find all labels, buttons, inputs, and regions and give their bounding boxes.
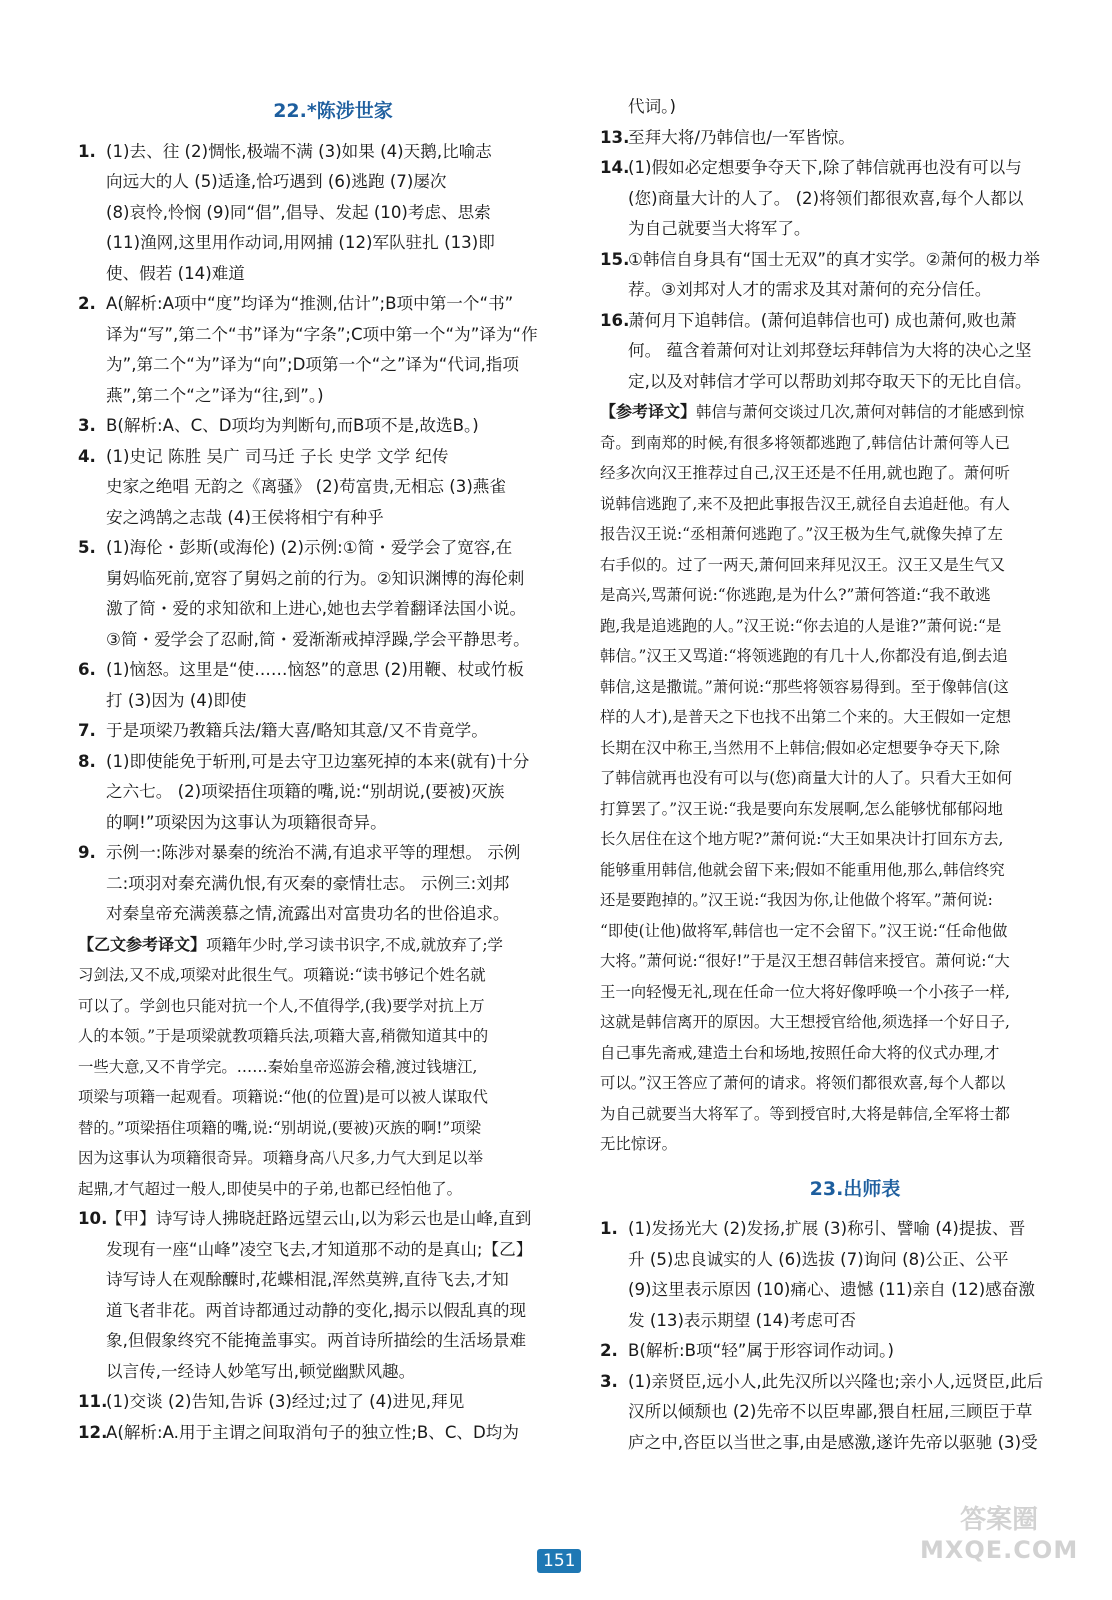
translation-line: 韩信,这是撒谎。”萧何说:“那些将领容易得到。至于像韩信(这 [600,677,1009,696]
answer-number: 12. [78,1422,108,1442]
translation-first-line: 项籍年少时,学习读书识字,不成,就放弃了;学 [206,935,503,954]
translation-line: 能够重用韩信,他就会留下来;假如不能重用他,那么,韩信终究 [600,860,1005,879]
answer-line: 何。 蕴含着萧何对让刘邦登坛拜韩信为大将的决心之坚 [628,341,1032,360]
answer-line: 打 (3)因为 (4)即使 [106,690,247,710]
answer-line: (11)渔网,这里用作动词,用网捕 (12)军队驻扎 (13)即 [106,233,495,252]
answer-item [78,533,588,655]
answer-number: 1. [600,1219,618,1238]
answer-number: 4. [78,446,96,466]
answer-line: (1)亲贤臣,远小人,此先汉所以兴隆也;亲小人,远贤臣,此后 [628,1371,1044,1391]
translation-line: 人的本领。”于是项梁就教项籍兵法,项籍大喜,稍微知道其中的 [78,1027,489,1045]
answer-line: (1)去、往 (2)惆怅,极端不满 (3)如果 (4)天鹅,比喻志 [106,141,492,161]
watermark-url: MXQE.COM [920,1536,1079,1564]
answer-line: 燕”,第二个“之”译为“往,到”。) [106,385,324,405]
answer-line: 象,但假象终究不能掩盖事实。两首诗所描绘的生活场景难 [106,1331,527,1350]
section-22-answers [78,137,588,930]
right-translation [600,397,1110,1160]
answer-item [78,716,588,747]
answer-item [78,838,588,930]
translation-line: 无比惊讶。 [600,1135,677,1153]
translation-line: 还是要跑掉的。”汉王说:“我因为你,让他做个将军。”萧何说: [600,891,993,909]
answer-line: (1)史记 陈胜 吴广 司马迁 子长 史学 文学 纪传 [106,446,449,466]
answer-item [78,442,588,534]
answer-line: 之六七。 (2)项梁捂住项籍的嘴,说:“别胡说,(要被)灭族 [106,782,505,801]
translation-line: 样的人才),是普天之下也找不出第二个来的。大王假如一定想 [600,708,1012,726]
section-22-title: 22.*陈涉世家 [273,100,393,122]
answer-item [78,1204,588,1387]
answer-line: A(解析:A.用于主谓之间取消句子的独立性;B、C、D均为 [106,1422,519,1442]
answer-item [600,153,1110,245]
translation-line: 项梁与项籍一起观看。项籍说:“他(的位置)是可以被人谋取代 [78,1088,488,1106]
answer-item [600,1336,1110,1367]
answer-number: 10. [78,1209,108,1228]
answer-item [78,1387,588,1418]
answer-line: B(解析:A、C、D项均为判断句,而B项不是,故选B。) [106,416,479,435]
answer-line: 至拜大将/乃韩信也/一军皆惊。 [628,127,855,147]
answer-line: 【甲】诗写诗人拂晓赶路远望云山,以为彩云也是山峰,直到 [106,1209,532,1228]
answer-line: 庐之中,咨臣以当世之事,由是感激,遂许先帝以驱驰 (3)受 [628,1432,1038,1452]
answer-line: 安之鸿鹄之志哉 (4)王侯将相宁有种乎 [106,507,384,527]
answer-line: (1)恼怒。这里是“使……恼怒”的意思 (2)用鞭、杖或竹板 [106,660,524,679]
answer-number: 7. [78,721,96,740]
answer-line: (1)发扬光大 (2)发扬,扩展 (3)称引、譬喻 (4)提拔、晋 [628,1219,1026,1238]
answer-item [600,1214,1110,1336]
translation-label: 【乙文参考译文】 [78,934,207,954]
answer-number: 2. [600,1341,618,1360]
translation-line: 打算罢了。”汉王说:“我是要向东发展啊,怎么能够忧郁郁闷地 [600,799,1003,818]
continued-answer [600,92,1110,123]
translation-line: 说韩信逃跑了,来不及把此事报告汉王,就径自去追赶他。有人 [600,494,1010,513]
answer-item [78,655,588,716]
right-column [600,92,1110,1458]
answer-line: ③简・爱学会了忍耐,简・爱渐渐戒掉浮躁,学会平静思考。 [106,629,530,649]
left-column [78,90,588,1448]
answer-line: (1)即使能免于斩刑,可是去守卫边塞死掉的本来(就有)十分 [106,751,530,771]
translation-line: 经多次向汉王推荐过自己,汉王还是不任用,就也跑了。萧何听 [600,464,1010,482]
translation-line: 一些大意,又不肯学完。……秦始皇帝巡游会稽,渡过钱塘江, [78,1057,478,1076]
answer-line: 对秦皇帝充满羡慕之情,流露出对富贵功名的世俗追求。 [106,904,510,923]
answer-line: 二:项羽对秦充满仇恨,有灭秦的豪情壮志。 示例三:刘邦 [106,873,510,893]
translation-line: 替的。”项梁捂住项籍的嘴,说:“别胡说,(要被)灭族的啊!”项梁 [78,1118,482,1137]
answer-number: 8. [78,751,96,771]
translation-line: 跑,我是追逃跑的人。”汉王说:“你去追的人是谁?”萧何说:“是 [600,616,1002,635]
answer-line: 为自己就要当大将军了。 [628,219,811,238]
translation-body [600,428,1110,1160]
translation-line: 了韩信就再也没有可以与(您)商量大计的人了。只看大王如何 [600,769,1013,787]
answer-line: (8)哀怜,怜悯 (9)同“倡”,倡导、发起 (10)考虑、思索 [106,202,491,222]
answer-line: 的啊!”项梁因为这事认为项籍很奇异。 [106,812,387,832]
answer-line: 以言传,一经诗人妙笔写出,顿觉幽默风趣。 [106,1361,416,1381]
section-23-answers [600,1214,1110,1458]
translation-line: 长期在汉中称王,当然用不上韩信;假如必定想要争夺天下,除 [600,738,1000,757]
translation-line: 大将。”萧何说:“很好!”于是汉王想召韩信来授官。萧何说:“大 [600,952,1010,970]
translation-label: 【参考译文】 [600,402,697,421]
answer-line: (9)这里表示原因 (10)痛心、遗憾 (11)亲自 (12)感奋激 [628,1280,1036,1299]
answer-item [78,137,588,290]
answer-item [600,123,1110,154]
answer-line: ①韩信自身具有“国士无双”的真才实学。②萧何的极力举 [628,249,1041,269]
answer-line: 道飞者非花。两首诗都通过动静的变化,揭示以假乱真的现 [106,1300,527,1320]
answer-line: 荐。③刘邦对人才的需求及其对萧何的充分信任。 [628,280,992,299]
answer-line: 舅妈临死前,宽容了舅妈之前的行为。②知识渊博的海伦刺 [106,568,525,588]
answer-item [78,411,588,442]
translation-line: 右手似的。过了一两天,萧何回来拜见汉王。汉王又是生气又 [600,555,1006,574]
answer-number: 2. [78,294,96,313]
answer-number: 9. [78,843,96,862]
answer-line: 升 (5)忠良诚实的人 (6)选拔 (7)询问 (8)公正、公平 [628,1249,1009,1269]
section-23-title: 23.出师表 [809,1177,901,1200]
translation-line: 自己事先斋戒,建造土台和场地,按照任命大将的仪式办理,才 [600,1043,1000,1062]
watermark-text: 答案圈 [960,1505,1039,1535]
section-22-answers-continued [78,1204,588,1448]
answer-line: 史家之绝唱 无韵之《离骚》 (2)苟富贵,无相忘 (3)燕雀 [106,477,506,496]
answer-line: 汉所以倾颓也 (2)先帝不以臣卑鄙,猥自枉屈,三顾臣于草 [628,1402,1033,1421]
translation-line: 起鼎,才气超过一般人,即使吴中的子弟,也都已经怕他了。 [78,1179,463,1198]
translation-line: 奇。到南郑的时候,有很多将领都逃跑了,韩信估计萧何等人已 [600,433,1010,452]
answer-line: (1)海伦・彭斯(或海伦) (2)示例:①简・爱学会了宽容,在 [106,538,513,557]
translation-line: 因为这事认为项籍很奇异。项籍身高八尺多,力气大到足以举 [78,1149,484,1167]
translation-line: 这就是韩信离开的原因。大王想授官给他,须选择一个好日子, [600,1013,1010,1031]
answer-line: 激了简・爱的求知欲和上进心,她也去学着翻译法国小说。 [106,599,527,618]
translation-line: 可以。”汉王答应了萧何的请求。将领们都很欢喜,每个人都以 [600,1074,1006,1092]
answer-line: 定,以及对韩信才学可以帮助刘邦夺取天下的无比自信。 [628,371,1032,391]
section-22-answers-right [600,123,1110,398]
answer-item [78,747,588,839]
answer-line: (1)假如必定想要争夺天下,除了韩信就再也没有可以与 [628,158,1022,177]
answer-number: 13. [600,127,630,147]
translation-body [78,960,588,1204]
answer-line: 萧何月下追韩信。(萧何追韩信也可) 成也萧何,败也萧 [628,310,1017,330]
translation-line: 韩信。”汉王又骂道:“将领逃跑的有几十人,你都没有追,倒去追 [600,647,1008,665]
translation-line: “即使(让他)做将军,韩信也一定不会留下。”汉王说:“任命他做 [600,921,1008,940]
answer-line: 向远大的人 (5)适逢,恰巧遇到 (6)逃跑 (7)屡次 [106,172,447,191]
watermark-logo [920,1505,1078,1565]
answer-line: 使、假若 (14)难道 [106,263,245,283]
answer-line: 发现有一座“山峰”凌空飞去,才知道那不动的是真山;【乙】 [106,1239,533,1259]
answer-number: 6. [78,660,96,679]
answer-number: 11. [78,1392,108,1411]
answer-item [600,1367,1110,1459]
answer-line: B(解析:B项“轻”属于形容词作动词。) [628,1341,894,1360]
answer-line: 为”,第二个“为”译为“向”;D项第一个“之”译为“代词,指项 [106,355,519,374]
answer-number: 16. [600,310,630,330]
translation-line: 是高兴,骂萧何说:“你逃跑,是为什么?”萧何答道:“我不敢逃 [600,586,991,604]
answer-number: 3. [78,416,96,435]
answer-line: (1)交谈 (2)告知,告诉 (3)经过;过了 (4)进见,拜见 [106,1392,465,1411]
answer-number: 5. [78,538,96,557]
answer-line: 发 (13)表示期望 (14)考虑可否 [628,1310,857,1330]
section-22-translation [78,930,588,1205]
answer-line: 诗写诗人在观酴醾时,花蝶相混,浑然莫辨,直待飞去,才知 [106,1270,509,1289]
translation-line: 为自己就要当大将军了。等到授官时,大将是韩信,全军将士都 [600,1104,1010,1123]
answer-line: A(解析:A项中“度”均译为“推测,估计”;B项中第一个“书” [106,294,514,313]
answer-number: 3. [600,1371,618,1391]
answer-number: 14. [600,158,630,177]
translation-first-line: 韩信与萧何交谈过几次,萧何对韩信的才能感到惊 [696,403,1025,421]
answer-item [600,245,1110,306]
translation-line: 长久居住在这个地方呢?”萧何说:“大王如果决计打回东方去, [600,830,1004,848]
answer-number: 1. [78,141,96,161]
page-number: 151 [537,1549,581,1573]
answer-line: 示例一:陈涉对暴秦的统治不满,有追求平等的理想。 示例 [106,843,521,862]
translation-line: 习剑法,又不成,项梁对此很生气。项籍说:“读书够记个姓名就 [78,966,486,984]
translation-line: 可以了。学剑也只能对抗一个人,不值得学,(我)要学对抗上万 [78,996,485,1015]
answer-item [78,289,588,411]
translation-line: 报告汉王说:“丞相萧何逃跑了。”汉王极为生气,就像失掉了左 [600,525,1003,543]
answer-line: 于是项梁乃教籍兵法/籍大喜/略知其意/又不肯竟学。 [106,721,488,740]
answer-line: (您)商量大计的人了。 (2)将领们都很欢喜,每个人都以 [628,188,1024,208]
answer-line: 译为“写”,第二个“书”译为“字条”;C项中第一个“为”译为“作 [106,324,538,344]
answer-item [600,306,1110,398]
answer-number: 15. [600,249,630,269]
answer-item [78,1418,588,1449]
continued-text: 代词。) [628,97,676,116]
translation-line: 王一向轻慢无礼,现在任命一位大将好像呼唤一个小孩子一样, [600,982,1010,1001]
